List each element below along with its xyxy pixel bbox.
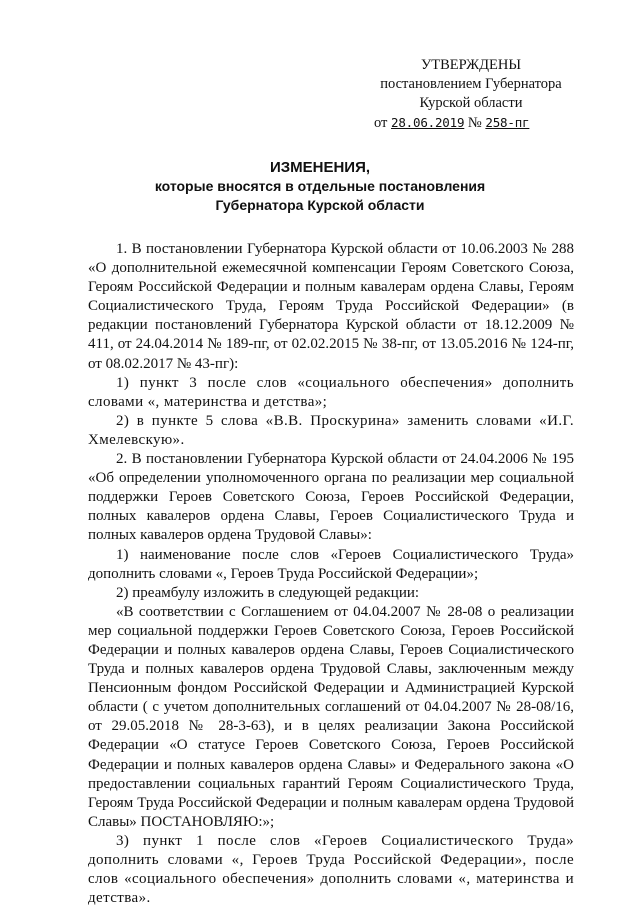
paragraph-preamble: «В соответствии с Соглашением от 04.04.2007 № 28-08 о реализации мер социальной поддержки Героев Советского Союза, Героев Российской Федерации и полных кавалеров ордена Славы, Героев Социалистического Труда и полных кавалеров ордена Трудовой Славы, заключенным между Пенсионным фондом Российской Федерации и Администрацией Курской области ( с учетом дополнительных соглашений от 04.04.2007 № 28-08/16, от 29.05.2018 № 28-3-63), и в целях реализации Закона Российской Федерации «О статусе Героев Советского Союза, Героев Российской Федерации и полных кавалеров ордена Славы» и Федерального закона «О предоставлении социальных гарантий Героям Социалистического Труда, Героям Труда Российской Федерации и полным кавалерам ордена Трудовой Славы» ПОСТАНОВЛЯЮ:»;: [88, 603, 574, 830]
approval-number: 258-пг: [485, 115, 530, 130]
paragraph-item-2-1: 1) наименование после слов «Героев Социалистического Труда» дополнить словами «, Героев Труда Российской Федерации»;: [88, 546, 574, 582]
paragraph-item-1: 1. В постановлении Губернатора Курской области от 10.06.2003 № 288 «О дополнительной ежемесячной компенсации Героям Советского Союза, Героям Российской Федерации и полным кавалерам ордена Славы, Героям Социалистического Труда, Героям Труда Российской Федерации» (в редакции постановлений Губернатора Курской области от 18.12.2009 № 411, от 24.04.2014 № 189-пг, от 02.02.2015 № 38-пг, от 13.05.2016 № 124-пг, от 08.02.2017 № 43-пг):: [88, 241, 574, 372]
approval-heading: УТВЕРЖДЕНЫ: [420, 57, 522, 73]
document-title: [0, 158, 640, 215]
paragraph-item-1-1: 1) пункт 3 после слов «социального обеспечения» дополнить словами «, материнства и детства»;: [88, 374, 574, 410]
paragraph-item-1-2: 2) в пункте 5 слова «В.В. Проскурина» заменить словами «И.Г. Хмелевскую».: [88, 412, 574, 448]
paragraph-item-2-3: 3) пункт 1 после слов «Героев Социалистического Труда» дополнить словами «, Героев Труда Российской Федерации», после слов «социального обеспечения» дополнить словами «, материнства и детства».: [88, 832, 574, 907]
paragraph-item-2: 2. В постановлении Губернатора Курской области от 24.04.2006 № 195 «Об определении уполномоченного органа по реализации мер социальной поддержки Героев Советского Союза, Героев Российской Федерации, полных кавалеров ордена Славы, Героев Социалистического Труда и полных кавалеров ордена Трудовой Славы»:: [88, 451, 574, 544]
approval-stamp: [360, 56, 582, 133]
document-body: [88, 240, 574, 908]
approval-region: Курской области: [419, 95, 523, 111]
title-subtitle-2: Губернатора Курской области: [215, 197, 425, 213]
approval-date: 28.06.2019: [391, 115, 465, 130]
approval-date-line: [360, 113, 582, 133]
title-heading: ИЗМЕНЕНИЯ,: [269, 159, 371, 176]
paragraph-item-2-2: 2) преамбулу изложить в следующей редакции:: [116, 584, 420, 601]
date-prefix: от: [374, 115, 388, 131]
number-prefix: №: [467, 115, 482, 131]
title-subtitle-1: которые вносятся в отдельные постановления: [154, 178, 486, 194]
approval-issuer: постановлением Губернатора: [380, 76, 562, 92]
